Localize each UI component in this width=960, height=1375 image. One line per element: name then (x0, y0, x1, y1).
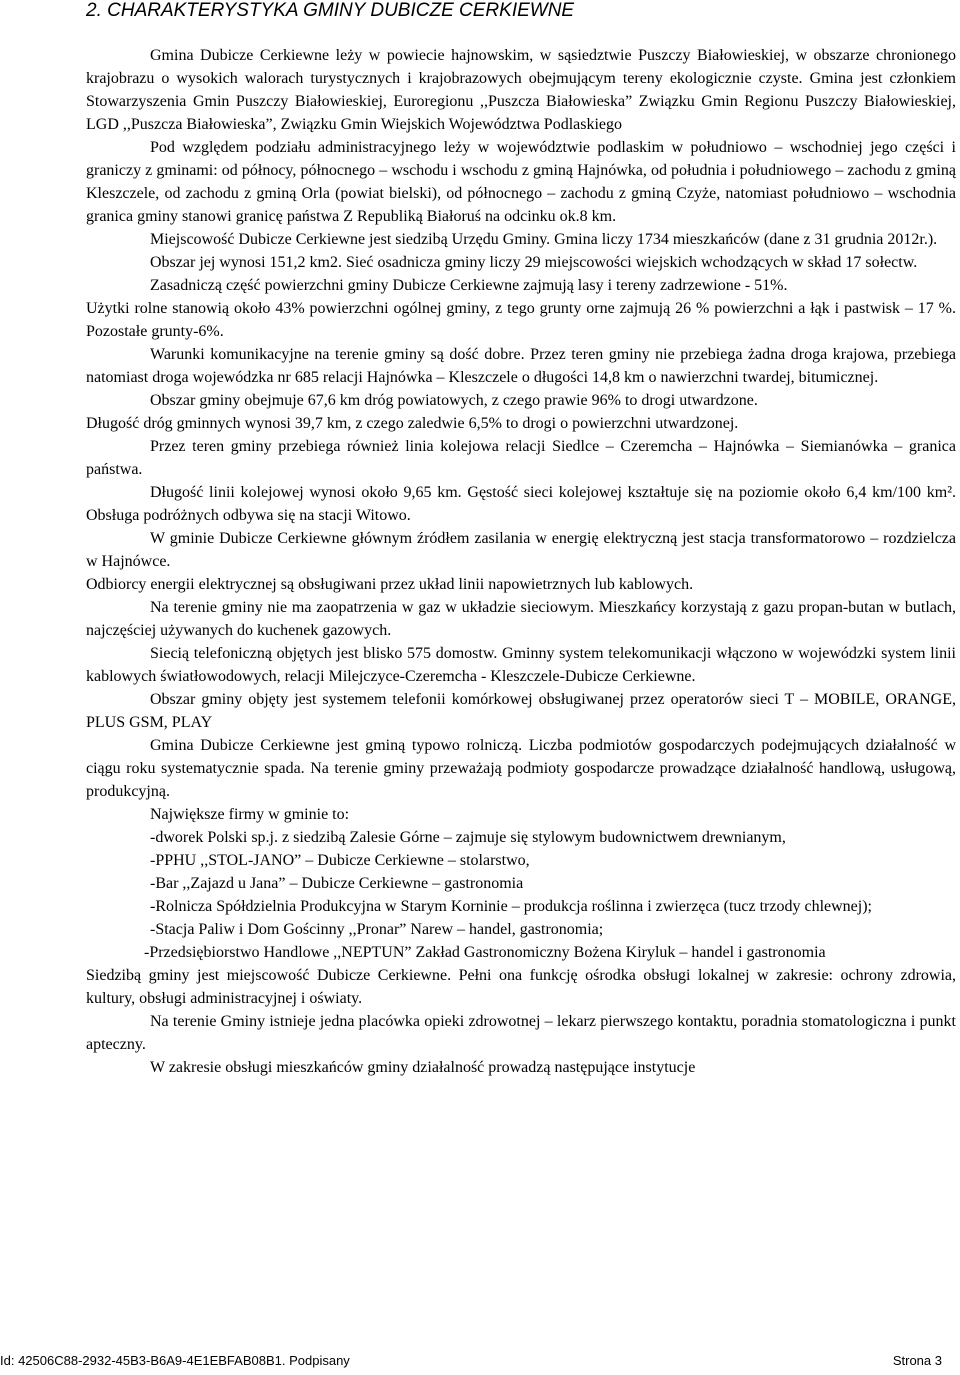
paragraph-gas: Na terenie gminy nie ma zaopatrzenia w gaz w układzie sieciowym. Mieszkańcy korzystają z gazu propan-butan w butlach, najczęściej używanych do kuchenek gazowych. (86, 599, 956, 639)
paragraph-institutions: W zakresie obsługi mieszkańców gminy działalność prowadzą następujące instytucje (150, 1059, 696, 1076)
paragraph-county-roads: Obszar gminy obejmuje 67,6 km dróg powiatowych, z czego prawie 96% to drogi utwardzone. (150, 392, 758, 409)
company-item: -Rolnicza Spółdzielnia Produkcyjna w Starym Korninie – produkcja roślinna i zwierzęca (tucz trzody chlewnej); (150, 898, 872, 915)
page-number: Strona 3 (892, 1353, 942, 1368)
paragraph-mobile: Obszar gminy objęty jest systemem telefonii komórkowej obsługiwanej przez operatorów sieci T – MOBILE, ORANGE, PLUS GSM, PLAY (86, 691, 956, 731)
paragraph-power-lines: Odbiorcy energii elektrycznej są obsługiwani przez układ linii napowietrznych lub kablowych. (86, 576, 694, 593)
paragraph-municipal-roads: Długość dróg gminnych wynosi 39,7 km, z czego zaledwie 6,5% to drogi o powierzchni utwardzonej. (86, 415, 739, 432)
paragraph-companies-intro: Największe firmy w gminie to: (150, 806, 350, 823)
document-id-footer: Id: 42506C88-2932-45B3-B6A9-4E1EBFAB08B1. Podpisany (0, 1353, 350, 1368)
paragraph-healthcare: Na terenie Gminy istnieje jedna placówka opieki zdrowotnej – lekarz pierwszego kontaktu, poradnia stomatologiczna i punkt apteczny. (86, 1013, 956, 1053)
paragraph-seat-population: Miejscowość Dubicze Cerkiewne jest siedzibą Urzędu Gminy. Gmina liczy 1734 mieszkańców (dane z 31 grudnia 2012r.). (150, 231, 938, 248)
body-text (86, 44, 956, 1079)
paragraph-area: Obszar jej wynosi 151,2 km2. Sieć osadnicza gminy liczy 29 miejscowości wiejskich wchodzących w skład 17 sołectw. (150, 254, 918, 271)
paragraph-intro: Gmina Dubicze Cerkiewne leży w powiecie hajnowskim, w sąsiedztwie Puszczy Białowieskiej, w obszarze chronionego krajobrazu o wysokich walorach turystycznych i krajobrazowych obejmującym tereny ekologicznie czyste. Gmina jest członkiem Stowarzyszenia Gmin Puszczy Białowieskiej, Euroregionu ,,Puszcza Białowieska” Związku Gmin Regionu Puszczy Białowieskiej, LGD ,,Puszcza Białowieska”, Związku Gmin Wiejskich Województwa Podlaskiego (86, 47, 956, 133)
paragraph-forests: Zasadniczą część powierzchni gminy Dubicze Cerkiewne zajmują lasy i tereny zadrzewione - 51%. (150, 277, 788, 294)
paragraph-admin-location: Pod względem podziału administracyjnego leży w województwie podlaskim w południowo – wschodniej jego części i graniczy z gminami: od północy, północnego – wschodu i wschodu z gminą Hajnówka, od południa i południowego – zachodu z gminą Kleszczele, od zachodu z gminą Orla (powiat bielski), od północnego – zachodu z gminą Czyże, natomiast południowo – wschodnia granica gminy stanowi granicę państwa Z Republiką Białoruś na odcinku ok.8 km. (86, 139, 956, 225)
company-item: -Przedsiębiorstwo Handlowe ,,NEPTUN” Zakład Gastronomiczny Bożena Kiryluk – handel i gastronomia (144, 944, 826, 961)
paragraph-telephone: Siecią telefoniczną objętych jest blisko 575 domostw. Gminny system telekomunikacji włączono w wojewódzki system linii kablowych światłowodowych, relacji Milejczyce-Czeremcha - Kleszczele-Dubicze Cerkiewne. (86, 645, 956, 685)
paragraph-farmland: Użytki rolne stanowią około 43% powierzchni ogólnej gminy, z tego grunty orne zajmują 26 % powierzchni a łąk i pastwisk – 17 %. Pozostałe grunty-6%. (86, 300, 956, 340)
section-heading: 2. CHARAKTERYSTYKA GMINY DUBICZE CERKIEWNE (86, 0, 575, 21)
paragraph-electricity: W gminie Dubicze Cerkiewne głównym źródłem zasilania w energię elektryczną jest stacja transformatorowo – rozdzielcza w Hajnówce. (86, 530, 956, 570)
paragraph-railway-length: Długość linii kolejowej wynosi około 9,65 km. Gęstość sieci kolejowej kształtuje się na poziomie około 6,4 km/100 km². Obsługa podróżnych odbywa się na stacji Witowo. (86, 484, 956, 524)
paragraph-transport: Warunki komunikacyjne na terenie gminy są dość dobre. Przez teren gminy nie przebiega żadna droga krajowa, przebiega natomiast droga wojewódzka nr 685 relacji Hajnówka – Kleszczele o długości 14,8 km o nawierzchni twardej, bitumicznej. (86, 346, 956, 386)
company-item: -Bar ,,Zajazd u Jana” – Dubicze Cerkiewne – gastronomia (150, 875, 524, 892)
paragraph-economy: Gmina Dubicze Cerkiewne jest gminą typowo rolniczą. Liczba podmiotów gospodarczych podejmujących działalność w ciągu roku systematycznie spada. Na terenie gminy przeważają podmioty gospodarcze prowadzące działalność handlową, usługową, produkcyjną. (86, 737, 956, 800)
paragraph-seat-functions: Siedzibą gminy jest miejscowość Dubicze Cerkiewne. Pełni ona funkcję ośrodka obsługi lokalnej w zakresie: ochrony zdrowia, kultury, obsługi administracyjnej i oświaty. (86, 967, 956, 1007)
company-item: -PPHU ,,STOL-JANO” – Dubicze Cerkiewne – stolarstwo, (150, 852, 530, 869)
paragraph-railway: Przez teren gminy przebiega również linia kolejowa relacji Siedlce – Czeremcha – Hajnówka – Siemianówka – granica państwa. (86, 438, 956, 478)
company-item: -Stacja Paliw i Dom Gościnny ,,Pronar” Narew – handel, gastronomia; (150, 921, 604, 938)
company-item: -dworek Polski sp.j. z siedzibą Zalesie Górne – zajmuje się stylowym budownictwem drewnianym, (150, 829, 786, 846)
